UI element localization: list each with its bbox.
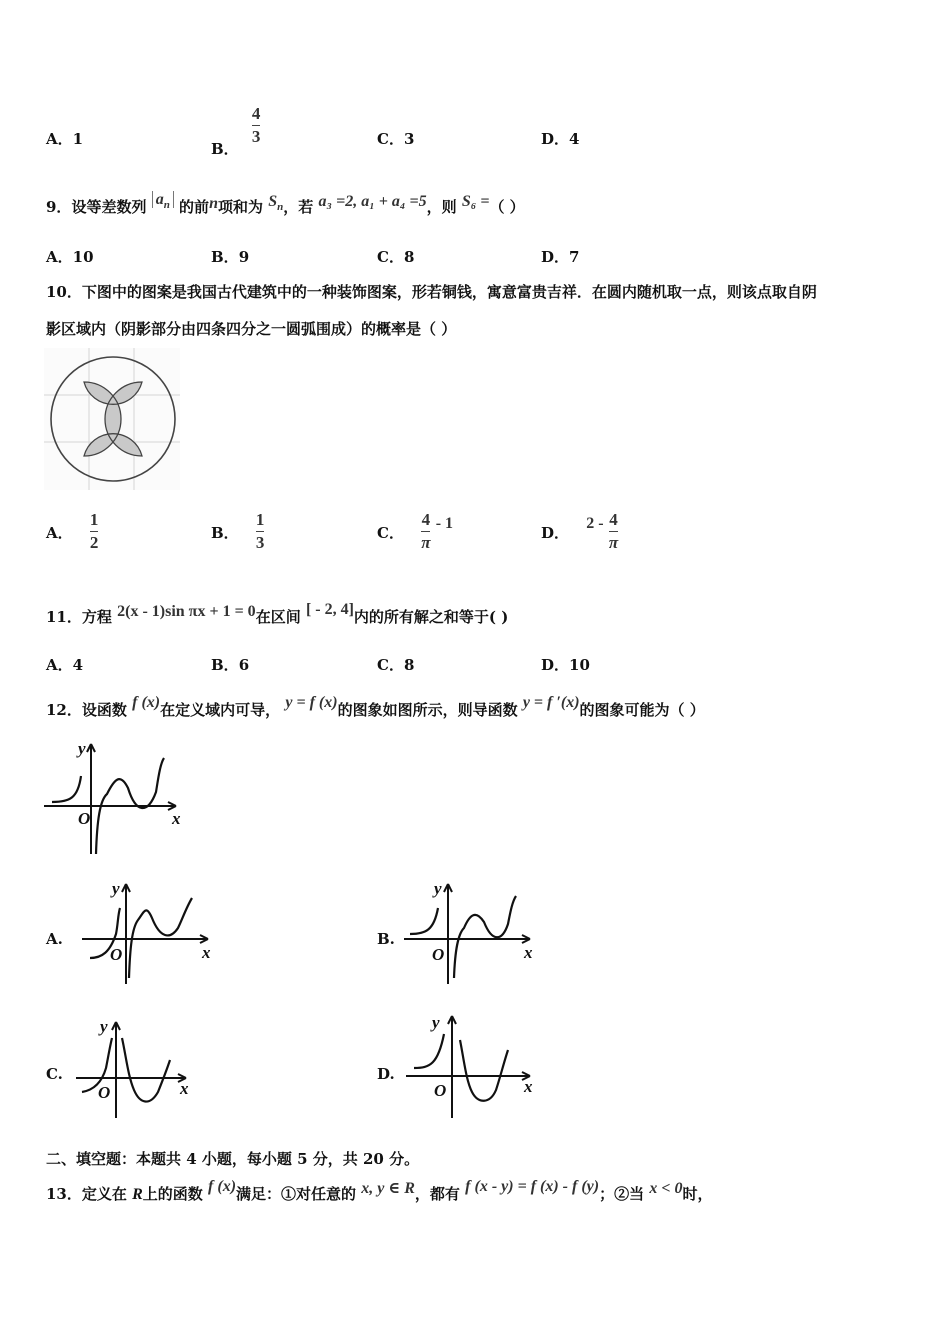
q12-option-d-label: D. [377,1065,395,1083]
q12-option-a-label: A. [46,930,63,948]
svg-text:O: O [432,945,445,964]
q11-option-b: B．6 [211,656,250,674]
q11-option-d: D．10 [541,656,590,674]
q12-option-d-graph [406,1010,546,1122]
q9-option-d: D．7 [541,248,580,266]
q11-option-a: A．4 [46,656,84,674]
q8-b-denominator: 3 [251,127,261,146]
q9-option-c: C．8 [377,248,415,266]
q11-stem: 11．方程 2(x - 1)sin πx + 1 = 0在区间 [ - 2, 4]内的所有解之和等于( ) [46,601,509,626]
q12-option-b-label: B. [377,930,395,948]
q12-option-c-graph [76,1016,201,1122]
q9-option-a: A．10 [46,248,94,266]
q10-option-d: D． 2 - $\frac{4}{\pi}$ [541,510,619,552]
q12-stem: 12．设函数 f (x)在定义域内可导， y = f (x)的图象如图所示，则导函数 y = f ′(x)的图象可能为（ ） [46,694,705,719]
section2-title: 二、填空题：本题共 4 小题，每小题 5 分，共 20 分。 [46,1150,420,1168]
q12-option-c-label: C. [46,1065,63,1083]
svg-text:x: x [180,1079,189,1098]
q12-main-y-label: y [78,739,86,758]
q12-option-b-graph [404,878,544,988]
q10-line2: 影区域内（阴影部分由四条四分之一圆弧围成）的概率是（ ） [46,320,457,338]
q8-b-numerator: 4 [251,104,261,123]
coin-pattern-figure [44,348,180,490]
q8-option-b: B． $\frac{4}{3}$ [211,104,261,158]
svg-text:y: y [100,1017,108,1036]
q9-option-b: B．9 [211,248,250,266]
svg-text:y: y [112,879,120,898]
q10-option-b: B． $\frac{1}{3}$ [211,510,265,552]
svg-text:O: O [98,1083,111,1102]
svg-text:y: y [434,879,442,898]
q10-option-a: A． $\frac{1}{2}$ [46,510,99,552]
svg-text:O: O [110,945,123,964]
q8-option-c: C．3 [377,130,415,148]
q12-main-o-label: O [78,809,91,828]
q13-stem: 13．定义在 R上的函数 f (x)满足：①对任意的 x, y ∈ R，都有 f (x - y) = f (x) - f (y)；②当 x < 0时， [46,1178,713,1203]
q8-option-d: D．4 [541,130,580,148]
q12-option-a-graph [82,878,222,988]
q12-main-x-label: x [172,809,181,828]
svg-text:x: x [524,1077,533,1096]
svg-text:O: O [434,1081,447,1100]
q8-option-a: A．1 [46,130,84,148]
svg-text:y: y [432,1013,440,1032]
q9-stem: 9．设等差数列 $a_n$ 的前n项和为 $S_n$，若 a₃ =2, a₁ + a₄ =5，则 S₆ =（ ） [46,191,525,216]
svg-text:x: x [524,943,533,962]
q10-option-c: C． $\frac{4}{\pi}$ - 1 [377,510,454,552]
svg-text:x: x [202,943,211,962]
q11-option-c: C．8 [377,656,415,674]
q12-main-graph [44,740,189,858]
q10-line1: 10．下图中的图案是我国古代建筑中的一种装饰图案，形若铜钱，寓意富贵吉祥．在圆内随机取一点，则该点取自阴 [46,283,817,301]
